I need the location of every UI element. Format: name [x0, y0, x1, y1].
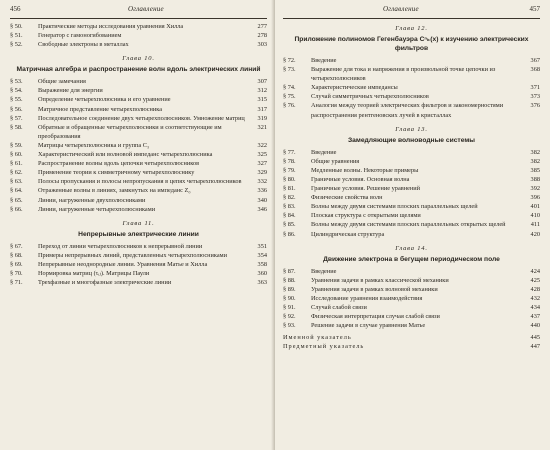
toc-entry[interactable] — [283, 321, 540, 330]
section-page: 437 — [530, 313, 540, 321]
section-number: § 81. — [283, 185, 296, 193]
toc-entry[interactable] — [10, 251, 267, 260]
section-title: Цилиндрическая структура — [311, 230, 385, 238]
section-number: § 53. — [10, 78, 23, 86]
section-number: § 55. — [10, 96, 23, 104]
section-page: 420 — [530, 230, 540, 238]
section-number: § 52. — [10, 41, 23, 49]
section-title: Исследование уравнения взаимодействия — [311, 294, 423, 302]
toc-entry[interactable] — [283, 184, 540, 193]
section-title: Решение задачи в случае уравнения Матье — [311, 322, 426, 330]
section-title: Характеристические импедансы — [311, 84, 398, 92]
toc-entry[interactable] — [10, 123, 267, 141]
section-title: Распространение волны вдоль цепочки четырехполюсников — [38, 160, 200, 168]
toc-entry[interactable] — [10, 105, 267, 114]
section-number: § 73. — [283, 66, 296, 74]
section-number: § 66. — [10, 205, 23, 213]
section-number: § 58. — [10, 123, 23, 131]
right-header-rule — [283, 18, 540, 19]
toc-entry[interactable] — [283, 220, 540, 229]
section-number: § 70. — [10, 269, 23, 277]
toc-entry[interactable] — [10, 40, 267, 49]
toc-entry[interactable] — [283, 211, 540, 220]
section-title: Общие замечания — [38, 78, 86, 86]
section-title: Линии, нагруженные двухполюсниками — [38, 196, 146, 204]
section-title: Общие уравнения — [311, 157, 360, 165]
chapter-label: Глава 12. — [395, 25, 428, 32]
section-number: § 79. — [283, 166, 296, 174]
section-page: 332 — [257, 178, 267, 186]
section-page: 360 — [257, 269, 267, 277]
section-number: § 63. — [10, 178, 23, 186]
section-title: Нормировка матриц (τᵢⱼ). Матрицы Паули — [38, 269, 150, 277]
section-page: 315 — [257, 96, 267, 104]
toc-entry[interactable] — [283, 65, 540, 83]
section-page: 317 — [257, 105, 267, 113]
section-title: Волны между двумя системами плоских параллельных открытых щелей — [311, 221, 506, 229]
section-title: Плоская структура с открытыми щелями — [311, 212, 421, 220]
section-title: Определение четырехполюсника и его уравнение — [38, 96, 171, 104]
toc-entry[interactable] — [10, 260, 267, 269]
section-number: § 60. — [10, 151, 23, 159]
section-title: Последовательное соединение двух четырехполюсников. Умножение матриц — [38, 114, 245, 122]
section-number: § 65. — [10, 196, 23, 204]
chapter-14-entries — [283, 267, 540, 331]
section-number: § 51. — [10, 32, 23, 40]
section-title: Случай слабой связи — [311, 303, 367, 311]
section-number: § 59. — [10, 141, 23, 149]
section-page: 321 — [257, 123, 267, 131]
toc-entry[interactable] — [283, 157, 540, 166]
index-title: Именной указатель — [283, 334, 352, 342]
section-number: § 50. — [10, 23, 23, 30]
section-number: § 69. — [10, 260, 23, 268]
section-title: Матрицы четырехполюсника и группа C₃ — [38, 141, 150, 149]
toc-entry[interactable] — [283, 276, 540, 285]
section-page: 303 — [257, 41, 267, 49]
section-title: Характеристический или волновой импеданс четырехполюсника — [38, 151, 213, 159]
chapter-title: Движение электрона в бегущем периодическом поле — [323, 255, 500, 263]
section-number: § 68. — [10, 251, 23, 259]
section-number: § 78. — [283, 157, 296, 165]
toc-entry[interactable] — [10, 196, 267, 205]
section-title: Введение — [311, 57, 337, 64]
section-page: 382 — [530, 148, 540, 156]
section-number: § 62. — [10, 169, 23, 177]
section-page: 401 — [530, 203, 540, 211]
section-number: § 86. — [283, 230, 296, 238]
right-page-number: 457 — [529, 5, 540, 13]
section-page: 425 — [530, 276, 540, 284]
section-number: § 57. — [10, 114, 23, 122]
section-number: § 67. — [10, 242, 23, 250]
section-page: 410 — [530, 212, 540, 220]
section-number: § 56. — [10, 105, 23, 113]
toc-entry[interactable] — [10, 177, 267, 186]
section-title: Обратные и обращенные четырехполюсники и соответствующие им преобразования — [38, 123, 222, 140]
toc-entry[interactable] — [10, 159, 267, 168]
section-title: Генератор с гамоногибованием — [38, 32, 122, 40]
section-title: Физическая интерпретация случая слабой связи — [311, 313, 440, 321]
toc-entry[interactable] — [283, 101, 540, 119]
section-page: 411 — [530, 221, 540, 229]
toc-entry[interactable] — [10, 150, 267, 159]
section-page: 336 — [257, 187, 267, 195]
chapter-title: Матричная алгебра и распространение волн вдоль электрических линий — [16, 66, 261, 74]
section-page: 312 — [257, 87, 267, 95]
toc-entry[interactable] — [10, 186, 267, 195]
chapter-title: Непрерывные электрические линии — [78, 230, 199, 238]
section-number: § 80. — [283, 175, 296, 183]
section-title: Матричное представление четырехполюсника — [38, 105, 163, 113]
chapter-title: Приложение полиномов Гегенбауэра Cⁿₖ(x) к изучению электрических фильтров — [294, 36, 529, 52]
section-page: 358 — [257, 260, 267, 268]
section-title: Отраженные волны в линиях, замкнутых на импеданс Z₀ — [38, 187, 191, 195]
section-number: § 91. — [283, 303, 296, 311]
toc-entry[interactable] — [10, 141, 267, 150]
chapter-label: Глава 14. — [395, 244, 428, 252]
section-page: 329 — [257, 169, 267, 177]
section-title: Граничные условия. Решение уравнений — [311, 185, 420, 193]
section-page: 392 — [530, 185, 540, 193]
toc-entry[interactable] — [10, 77, 267, 86]
section-number: § 77. — [283, 148, 296, 156]
right-page — [275, 0, 550, 450]
toc-entry[interactable] — [283, 193, 540, 202]
section-title: Применение теории к симметричному четырехполюснику — [38, 169, 195, 177]
section-page: 373 — [530, 93, 540, 101]
section-title: Практические методы исследования уравнения Хилла — [38, 23, 184, 30]
toc-entry[interactable] — [10, 205, 267, 214]
toc-entry[interactable] — [10, 278, 267, 287]
section-page: 424 — [530, 267, 540, 275]
toc-entry[interactable] — [10, 168, 267, 177]
section-page: 440 — [530, 322, 540, 330]
section-page: 432 — [530, 294, 540, 302]
toc-entry[interactable] — [283, 175, 540, 184]
section-page: 434 — [530, 303, 540, 311]
section-title: Свободные электроны в металлах — [38, 41, 129, 49]
toc-entry[interactable] — [10, 95, 267, 104]
section-number: § 88. — [283, 276, 296, 284]
section-title: Трехфазные и многофазные электрические линии — [38, 279, 172, 287]
section-page: 382 — [530, 157, 540, 165]
section-number: § 93. — [283, 322, 296, 330]
toc-entry[interactable] — [10, 114, 267, 123]
chapter-12-entries — [283, 56, 540, 120]
section-page: 354 — [257, 251, 267, 259]
section-page: 327 — [257, 160, 267, 168]
section-page: 346 — [257, 205, 267, 213]
section-page: 385 — [530, 166, 540, 174]
section-number: § 87. — [283, 267, 296, 275]
chapter-label: Глава 10. — [122, 55, 155, 63]
toc-entry[interactable] — [10, 22, 267, 31]
section-page: 368 — [530, 66, 540, 74]
index-entries — [283, 333, 540, 351]
section-title: Непрерывные неоднородные линии. Уравнения Матье и Хилла — [38, 260, 208, 268]
section-page: 319 — [257, 114, 267, 122]
section-title: Уравнения задачи в рамках классической механики — [311, 276, 449, 284]
section-number: § 92. — [283, 313, 296, 321]
section-number: § 85. — [283, 221, 296, 229]
section-title: Примеры непрерывных линий, представленных четырехполюсниками — [38, 251, 227, 259]
section-title: Волны между двумя системами плоских параллельных щелей — [311, 203, 478, 211]
section-title: Случай симметричных четырехполюсников — [311, 93, 429, 101]
section-number: § 90. — [283, 294, 296, 302]
toc-entry[interactable] — [283, 312, 540, 321]
index-page: 445 — [530, 334, 540, 342]
toc-entry[interactable] — [283, 285, 540, 294]
section-page: 322 — [257, 141, 267, 149]
section-title: Медленные волны. Некоторые примеры — [311, 166, 419, 174]
toc-entry[interactable] — [10, 31, 267, 40]
section-title: Аналогия между теорией электрических фильтров и закономерностями распространения рентгеновских лучей в кристаллах — [311, 102, 504, 119]
toc-entry-subject-index[interactable] — [283, 342, 540, 351]
left-header-rule — [10, 18, 267, 19]
section-number: § 74. — [283, 84, 296, 92]
toc-entry[interactable] — [283, 166, 540, 175]
section-page: 396 — [530, 194, 540, 202]
section-number: § 82. — [283, 194, 296, 202]
toc-entry[interactable] — [283, 267, 540, 276]
section-page: 367 — [530, 57, 540, 64]
left-page-number: 456 — [10, 5, 21, 13]
section-number: § 54. — [10, 87, 23, 95]
chapter-title: Замедляющие волноводные системы — [347, 136, 476, 144]
section-number: § 84. — [283, 212, 296, 220]
section-page: 278 — [257, 32, 267, 40]
section-title: Выражение для тока и напряжения в произвольной точке цепочки из четырехполюсников — [311, 66, 496, 83]
section-number: § 64. — [10, 187, 23, 195]
section-title: Введение — [311, 267, 337, 275]
chapter-label: Глава 11. — [122, 219, 155, 227]
chapter-label: Глава 13. — [395, 125, 428, 133]
section-page: 388 — [530, 175, 540, 183]
chapter-13-entries — [283, 148, 540, 239]
section-page: 363 — [257, 279, 267, 287]
toc-entry[interactable] — [283, 294, 540, 303]
toc-entry[interactable] — [10, 242, 267, 251]
toc-entry[interactable] — [283, 303, 540, 312]
section-number: § 83. — [283, 203, 296, 211]
toc-entry[interactable] — [283, 202, 540, 211]
section-title: Линии, нагруженные четырехполюсниками — [38, 205, 156, 213]
toc-entry[interactable] — [283, 148, 540, 157]
section-page: 428 — [530, 285, 540, 293]
section-title: Выражение для энергии — [38, 87, 103, 95]
toc-entry[interactable] — [283, 83, 540, 92]
toc-entry[interactable] — [283, 56, 540, 65]
chapter-10-entries — [10, 77, 267, 213]
section-title: Переход от линии четырехполюсников к непрерывной линии — [38, 242, 203, 250]
section-title: Граничные условия. Основная волна — [311, 175, 410, 183]
section-page: 325 — [257, 151, 267, 159]
left-running-head — [10, 4, 267, 18]
section-number: § 75. — [283, 93, 296, 101]
section-number: § 61. — [10, 160, 23, 168]
section-page: 340 — [257, 196, 267, 204]
section-number: § 76. — [283, 102, 296, 110]
index-title: Предметный указатель — [283, 343, 365, 351]
section-title: Введение — [311, 148, 337, 156]
section-number: § 71. — [10, 279, 23, 287]
section-page: 277 — [257, 23, 267, 30]
toc-entry[interactable] — [283, 92, 540, 101]
section-title: Физические свойства волн — [311, 194, 383, 202]
section-page: 371 — [530, 84, 540, 92]
section-number: § 89. — [283, 285, 296, 293]
section-page: 307 — [257, 78, 267, 86]
right-running-title: Оглавление — [383, 5, 419, 13]
toc-entry-name-index[interactable] — [283, 333, 540, 342]
section-page: 351 — [257, 242, 267, 250]
section-title: Уравнения задачи в рамках волновой механики — [311, 285, 438, 293]
index-page: 447 — [530, 343, 540, 351]
section-number: § 72. — [283, 57, 296, 64]
section-title: Полосы пропускания и полосы непропускания в цепях четырехполюсников — [38, 178, 242, 186]
left-top-entries — [10, 22, 267, 49]
toc-entry[interactable] — [10, 86, 267, 95]
toc-entry[interactable] — [10, 269, 267, 278]
chapter-11-entries — [10, 242, 267, 287]
toc-entry[interactable] — [283, 230, 540, 239]
section-page: 376 — [530, 102, 540, 110]
left-running-title: Оглавление — [128, 5, 164, 13]
right-running-head — [283, 4, 540, 18]
